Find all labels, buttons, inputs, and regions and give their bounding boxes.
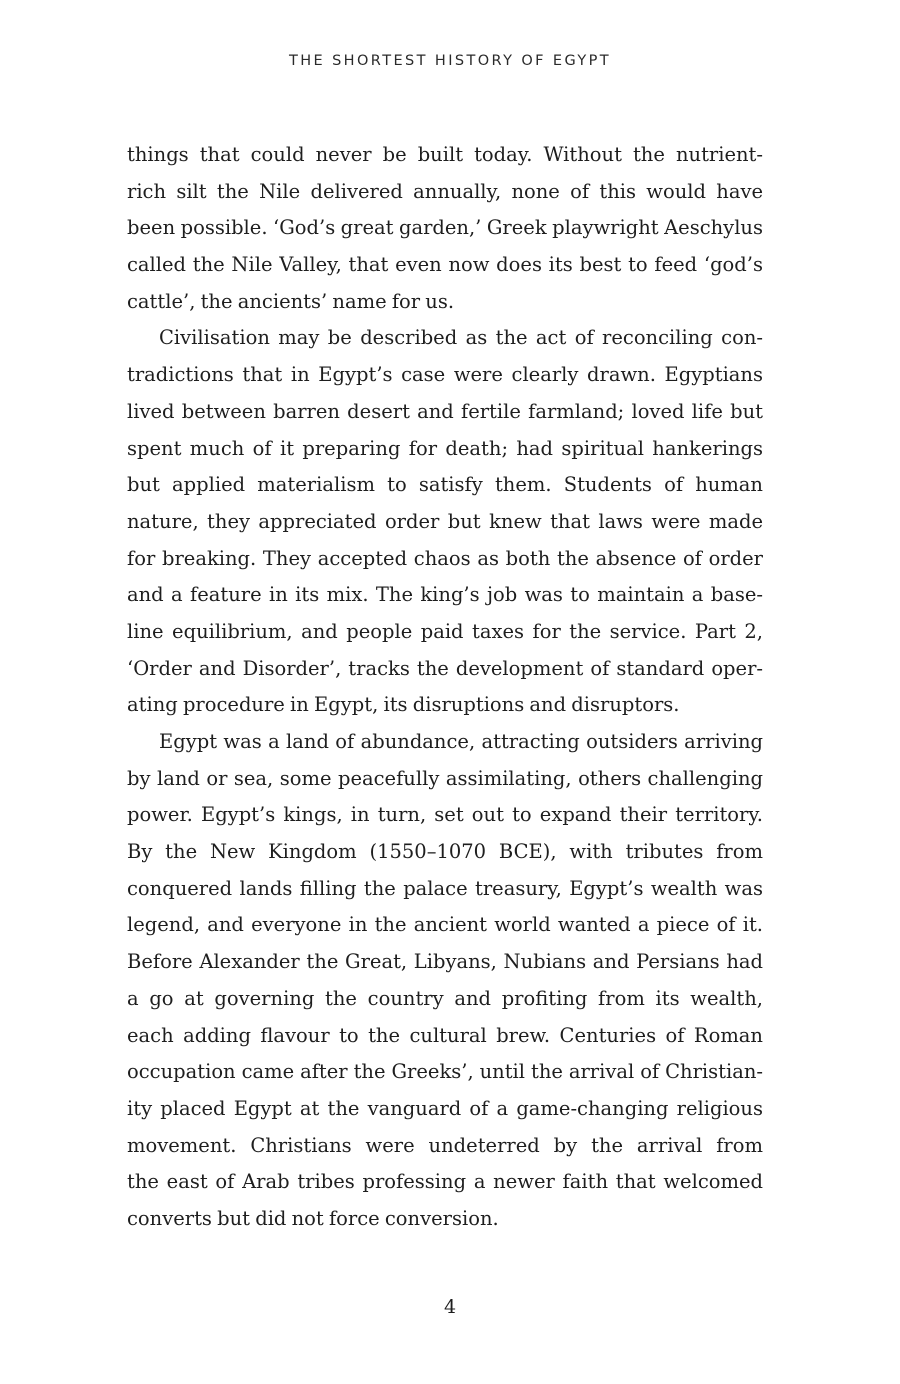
text-line: the east of Arab tribes professing a newer faith that welcomed <box>127 1170 763 1194</box>
text-line: ating procedure in Egypt, its disruptions and disruptors. <box>127 693 680 717</box>
text-line: Egypt was a land of abundance, attracting outsiders arriving <box>159 730 763 753</box>
text-line: tradictions that in Egypt’s case were clearly drawn. Egyptians <box>127 363 763 387</box>
text-line: things that could never be built today. Without the nutrient- <box>127 143 763 166</box>
paragraph-2 <box>127 320 763 724</box>
body-text <box>127 137 763 1238</box>
text-line: converts but did not force conversion. <box>127 1206 499 1230</box>
text-line: but applied materialism to satisfy them. Students of human <box>127 473 763 497</box>
text-line: spent much of it preparing for death; had spiritual hankerings <box>127 436 763 460</box>
text-line: Civilisation may be described as the act of reconciling con- <box>159 326 763 350</box>
text-line: called the Nile Valley, that even now does its best to feed ‘god’s <box>127 253 763 277</box>
paragraph-1 <box>127 137 763 320</box>
text-line: nature, they appreciated order but knew that laws were made <box>127 509 763 533</box>
page-number: 4 <box>443 1296 457 1318</box>
text-line: conquered lands filling the palace treasury, Egypt’s wealth was <box>127 876 763 900</box>
text-line: by land or sea, some peacefully assimilating, others challenging <box>127 766 763 790</box>
text-line: cattle’, the ancients’ name for us. <box>127 289 455 313</box>
running-header: THE SHORTEST HISTORY OF EGYPT <box>288 53 612 69</box>
text-line: ity placed Egypt at the vanguard of a game-changing religious <box>127 1096 763 1120</box>
paragraph-3 <box>127 724 763 1238</box>
text-line: power. Egypt’s kings, in turn, set out to expand their territory. <box>127 803 763 827</box>
text-line: By the New Kingdom (1550–1070 BCE), with tributes from <box>127 840 763 864</box>
text-line: ‘Order and Disorder’, tracks the development of standard oper- <box>127 656 763 680</box>
text-line: lived between barren desert and fertile farmland; loved life but <box>127 399 763 423</box>
text-line: line equilibrium, and people paid taxes for the service. Part 2, <box>127 619 763 643</box>
text-line: and a feature in its mix. The king’s job was to maintain a base- <box>127 583 763 607</box>
text-line: occupation came after the Greeks’, until the arrival of Christian- <box>127 1060 763 1084</box>
text-line: movement. Christians were undeterred by the arrival from <box>127 1133 763 1157</box>
text-line: legend, and everyone in the ancient world wanted a piece of it. <box>127 913 763 937</box>
text-line: rich silt the Nile delivered annually, none of this would have <box>127 179 763 203</box>
text-line: for breaking. They accepted chaos as both the absence of order <box>127 546 763 570</box>
text-line: a go at governing the country and profiting from its wealth, <box>127 986 763 1010</box>
text-line: each adding flavour to the cultural brew. Centuries of Roman <box>127 1023 763 1047</box>
text-line: been possible. ‘God’s great garden,’ Greek playwright Aeschylus <box>127 216 763 240</box>
text-line: Before Alexander the Great, Libyans, Nubians and Persians had <box>127 950 763 974</box>
